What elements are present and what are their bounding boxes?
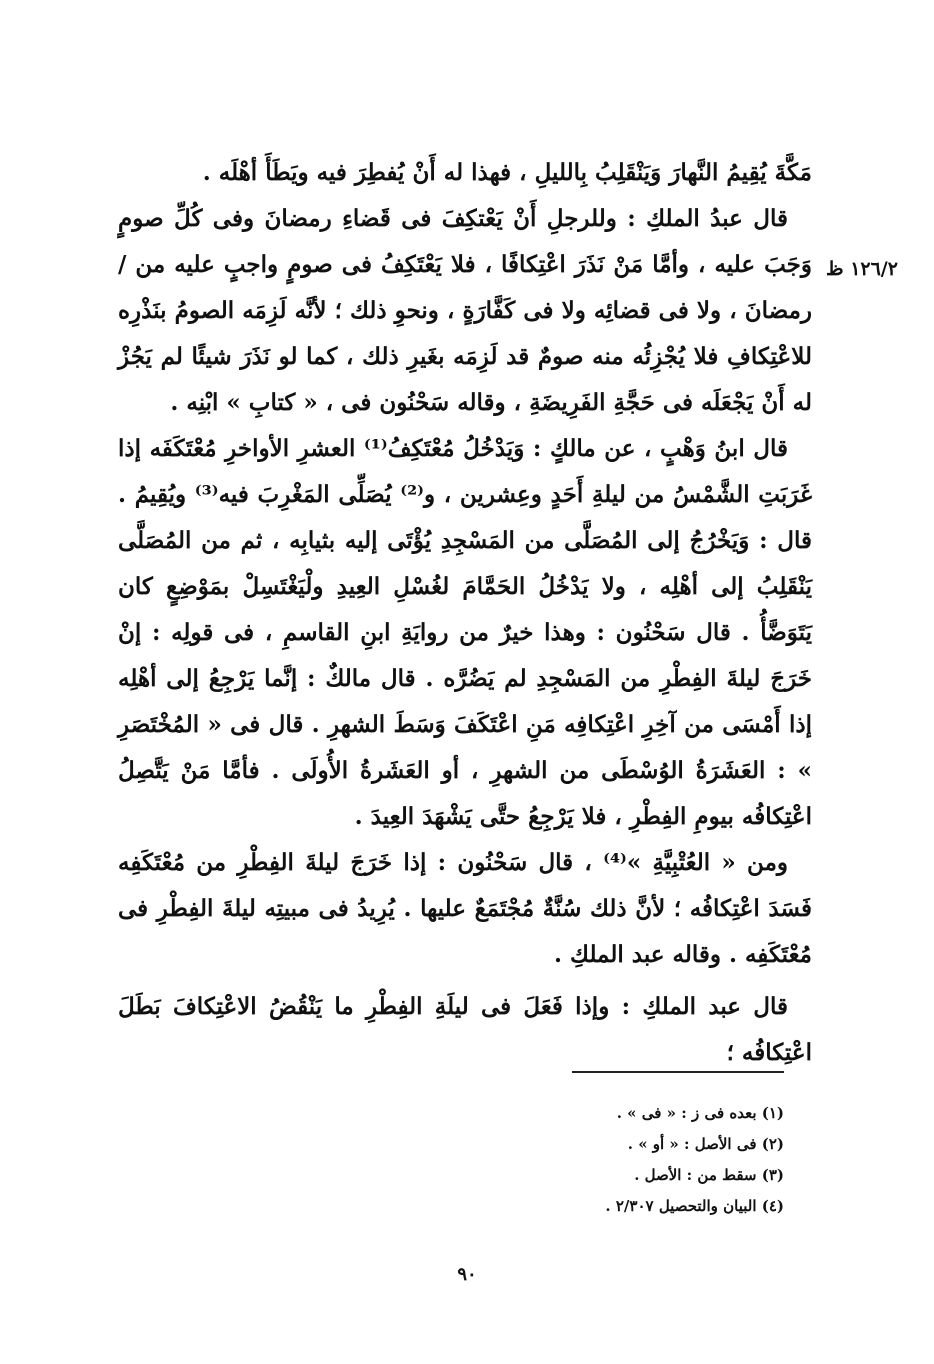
page-number: ٩٠ — [457, 1264, 477, 1285]
footnote-4: (٤) البيان والتحصيل ٢/٣٠٧ . — [605, 1197, 784, 1215]
footnote-2: (٢) فى الأصل : « أو » . — [627, 1135, 784, 1153]
paragraph-3: قال ابنُ وَهْبٍ ، عن مالكٍ : وَيَدْخُلُ مُعْتَكِفُ⁽¹⁾ العشرِ الأواخرِ مُعْتَكَفَه إذا غَرَبَتِ الشَّمْسُ من ليلةِ أَحَدٍ وعِشرين ، و⁽²⁾ يُصَلِّى المَغْرِبَ فيه⁽³⁾ ويُقِيمُ . قال : وَيَخْرُجُ إلى المُصَلَّى من المَسْجِدِ يُؤْتَى إليه بثيابِه ، ثم من المُصَلَّى يَنْقَلِبُ إلى أهْلِه ، ولا يَدْخُلُ الحَمَّامَ لغُسْلِ العِيدِ ولْيَغْتَسِلْ بمَوْضِعٍ كان يَتَوَضَّأُ . قال سَحْنُون : وهذا خيرٌ من روايَةِ ابنِ القاسمِ ، فى قولِه : إنْ خَرَجَ ليلةَ الفِطْرِ من المَسْجِدِ لم يَضُرَّه . قال مالكٌ : إنَّما يَرْجِعُ إلى أهْلِه إذا أَمْسَى من آخِرِ اعْتِكافِه مَنِ اعْتَكَفَ وَسَطَ الشهرِ . قال فى « المُخْتَصَرِ » : العَشَرَةُ الوُسْطَى من الشهرِ ، أو العَشَرةُ الأُولَى . فأمَّا مَنْ يَتَّصِلُ اعْتِكافُه بيومِ الفِطْرِ ، فلا يَرْجِعُ حتَّى يَشْهَدَ العِيدَ . — [118, 435, 812, 830]
main-text — [118, 150, 812, 1076]
footnote-1: (١) بعده فى ز : « فى » . — [616, 1104, 784, 1122]
paragraph-5: قال عبد الملكِ : وإذا فَعَلَ فى ليلَةِ الفِطْرِ ما يَنْقُضُ الاعْتِكافَ بَطَلَ اعْتِكافُه ؛ — [118, 993, 812, 1066]
footnote-divider — [572, 1071, 784, 1073]
footnotes — [420, 1098, 784, 1222]
paragraph-2: قال عبدُ الملكِ : وللرجلِ أَنْ يَعْتكِفَ فى قَضاءِ رمضانَ وفى كُلِّ صومٍ وَجَبَ عليه ، وأمَّا مَنْ نَذَرَ اعْتِكافًا ، فلا يَعْتَكِفُ فى صومٍ واجبٍ عليه من / رمضانَ ، ولا فى قضائِه ولا فى كَفَّارَةٍ ، ونحوِ ذلك ؛ لأنَّه لَزِمَه الصومُ بنَذْرِه للاعْتِكافِ فلا يُجْزِئُه منه صومٌ قد لَزِمَه بغَيرِ ذلك ، كما لو نَذَرَ شيئًا لم يَجُزْ له أَنْ يَجْعَلَه فى حَجَّةِ الفَرِيضَةِ ، وقاله سَحْنُون فى ، « كتابِ » ابْنِه . — [118, 205, 812, 416]
margin-folio-note: ١٢٦/٢ ظ — [826, 258, 898, 280]
paragraph-1: مَكَّةَ يُقِيمُ النَّهارَ وَيَنْقَلِبُ بِالليلِ ، فهذا له أَنْ يُفطِرَ فيه ويَطَأَ أهْلَه . — [202, 159, 812, 186]
footnote-3: (٣) سقط من : الأصل . — [634, 1166, 784, 1184]
paragraph-4: ومن « العُتْبِيَّةِ »⁽⁴⁾ ، قال سَحْنُون : إذا خَرَجَ ليلةَ الفِطْرِ من مُعْتَكَفِه فَسَدَ اعْتِكافُه ؛ لأنَّ ذلك سُنَّةٌ مُجْتَمَعٌ عليها . يُرِيدُ فى مبيتِه ليلةَ الفِطْرِ فى مُعْتَكَفِه . وقاله عبد الملكِ . — [118, 849, 812, 968]
